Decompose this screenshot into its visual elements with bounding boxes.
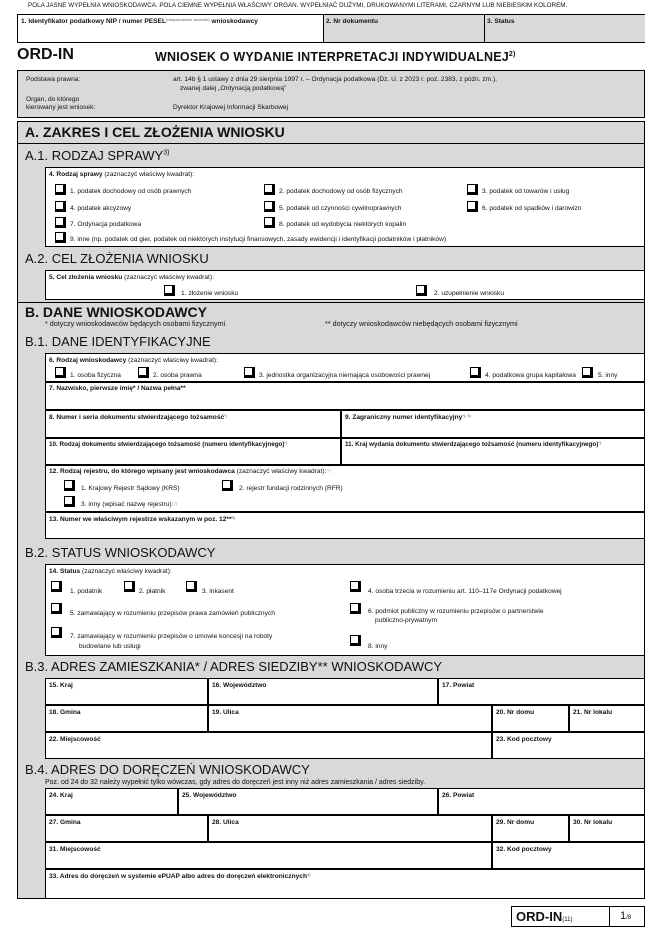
- delivery-house-number-field[interactable]: [492, 815, 569, 842]
- foreign-id-field[interactable]: [341, 410, 645, 438]
- case-type-6-label: 6. podatek od spadków i darowizn: [482, 205, 582, 212]
- legal-box: [17, 70, 645, 118]
- epuap-address-field[interactable]: [45, 869, 645, 899]
- status-1-checkbox[interactable]: [51, 581, 62, 592]
- field-27-label: 27. Gmina: [49, 819, 81, 826]
- field-5-box: [45, 270, 645, 300]
- field-6-box: [45, 353, 645, 382]
- field-11-label: 11. Kraj wydania dokumentu stwierdzającego tożsamość (numeru identyfikacyjnego)*): [345, 440, 602, 448]
- delivery-postal-code-field[interactable]: [492, 842, 645, 869]
- field-12-label: 12. Rodzaj rejestru, do którego wpisany jest wnioskodawca (zaznaczyć właściwy kwadrat):**): [49, 468, 331, 475]
- field-32-label: 32. Kod pocztowy: [496, 846, 552, 853]
- purpose-2-label: 2. uzupełnienie wniosku: [434, 290, 505, 297]
- status-8-label: 8. inny: [368, 643, 388, 650]
- status-7-label-cont: budowlane lub usługi: [79, 643, 141, 650]
- field-21-label: 21. Nr lokalu: [573, 709, 613, 716]
- county-field[interactable]: [438, 678, 645, 705]
- status-2-label: 2. płatnik: [139, 588, 166, 595]
- register-2-label: 2. rejestr fundacji rodzinnych (RFR): [239, 485, 343, 492]
- applicant-type-4-checkbox[interactable]: [470, 367, 481, 378]
- status-1-label: 1. podatnik: [70, 588, 103, 595]
- applicant-type-4-label: 4. podatkowa grupa kapitałowa: [485, 372, 576, 379]
- field-29-label: 29. Nr domu: [496, 819, 535, 826]
- case-type-8-label: 8. podatek od wydobycia niektórych kopalin: [279, 221, 407, 228]
- register-2-checkbox[interactable]: [222, 480, 233, 491]
- field-17-label: 17. Powiat: [442, 682, 475, 689]
- applicant-type-1-label: 1. osoba fizyczna: [70, 372, 121, 379]
- section-a2-title: A.2. CEL ZŁOŻENIA WNIOSKU: [25, 251, 209, 266]
- field-30-label: 30. Nr lokalu: [573, 819, 613, 826]
- id-document-number-field[interactable]: [45, 410, 341, 438]
- city-field[interactable]: [45, 732, 492, 759]
- top-row: [17, 14, 645, 43]
- case-type-9-label: 9. inne (np. podatek od gier, podatek od niektórych instytucji finansowych, zasady ewidencji i identyfikacji podatników i płatników): [70, 236, 447, 243]
- case-type-4-label: 4. podatek akcyzowy: [70, 205, 132, 212]
- status-7-label: 7. zamawiający w rozumieniu przepisów o umowie koncesji na roboty: [70, 633, 273, 640]
- case-type-3-checkbox[interactable]: [467, 184, 478, 195]
- id-country-field[interactable]: [341, 438, 645, 465]
- field-23-label: 23. Kod pocztowy: [496, 736, 552, 743]
- voivodeship-field[interactable]: [208, 678, 438, 705]
- basis-text-2: zwanej dalej „Ordynacją podatkową”: [180, 85, 287, 92]
- applicant-type-3-checkbox[interactable]: [244, 367, 255, 378]
- field-25-label: 25. Województwo: [182, 792, 237, 799]
- case-type-5-label: 5. podatek od czynności cywilnoprawnych: [279, 205, 402, 212]
- case-type-7-checkbox[interactable]: [55, 217, 66, 228]
- status-5-label: 5. zamawiający w rozumieniu przepisów prawa zamówień publicznych: [70, 610, 275, 617]
- purpose-2-checkbox[interactable]: [416, 285, 427, 296]
- field-28-label: 28. Ulica: [212, 819, 239, 826]
- house-number-field[interactable]: [492, 705, 569, 732]
- field-14-label: 14. Status (zaznaczyć właściwy kwadrat):: [49, 568, 172, 575]
- field-24-label: 24. Kraj: [49, 792, 73, 799]
- field-33-label: 33. Adres do doręczeń w systemie ePUAP albo adres do doręczeń elektronicznych$^{9)}$: [49, 872, 311, 880]
- delivery-county-field[interactable]: [438, 788, 645, 815]
- section-a-title: A. ZAKRES I CEL ZŁOŻENIA WNIOSKU: [25, 124, 285, 140]
- applicant-type-1-checkbox[interactable]: [55, 367, 66, 378]
- field-19-label: 19. Ulica: [212, 709, 239, 716]
- purpose-1-label: 1. złożenie wniosku: [181, 290, 239, 297]
- field-20-label: 20. Nr domu: [496, 709, 535, 716]
- case-type-1-label: 1. podatek dochodowy od osób prawnych: [70, 188, 192, 195]
- street-field[interactable]: [208, 705, 492, 732]
- field-8-label: 8. Numer i seria dokumentu stwierdzającego tożsamość*): [49, 413, 228, 421]
- applicant-type-2-label: 2. osoba prawna: [153, 372, 202, 379]
- organ-label-1: Organ, do którego: [26, 96, 80, 103]
- municipality-field[interactable]: [45, 705, 208, 732]
- delivery-country-field[interactable]: [45, 788, 178, 815]
- status-3-checkbox[interactable]: [186, 581, 197, 592]
- delivery-street-field[interactable]: [208, 815, 492, 842]
- section-b4-title: B.4. ADRES DO DORĘCZEŃ WNIOSKODAWCY: [25, 762, 310, 777]
- register-3-label: 3. inny (wpisać nazwę rejestru):$^{7)}$: [81, 501, 177, 508]
- case-type-8-checkbox[interactable]: [264, 217, 275, 228]
- full-name-field[interactable]: [45, 382, 645, 410]
- delivery-address-note: Poz. od 24 do 32 należy wypełnić tylko wówczas, gdy adres do doręczeń jest inny niż adres zamieszkania / adres siedziby.: [45, 779, 426, 786]
- section-b-title: B. DANE WNIOSKODAWCY: [25, 304, 207, 320]
- doc-number-label: 2. Nr dokumentu: [326, 18, 379, 25]
- field-4-box: [45, 167, 645, 247]
- section-b1-title: B.1. DANE IDENTYFIKACYJNE: [25, 334, 211, 349]
- footer-box: [511, 906, 645, 927]
- status-3-label: 3. inkasent: [202, 588, 234, 595]
- applicant-type-3-label: 3. jednostka organizacyjna niemająca osobowości prawnej: [259, 372, 431, 379]
- note-non-natural-persons: ** dotyczy wnioskodawców niebędących osobami fizycznymi: [325, 319, 518, 328]
- section-b3-title: B.3. ADRES ZAMIESZKANIA* / ADRES SIEDZIBY** WNIOSKODAWCY: [25, 659, 443, 674]
- case-type-1-checkbox[interactable]: [55, 184, 66, 195]
- status-8-checkbox[interactable]: [350, 635, 361, 646]
- status-6-label-cont: publiczno-prywatnym: [375, 617, 437, 624]
- field-10-label: 10. Rodzaj dokumentu stwierdzającego tożsamość (numeru identyfikacyjnego)*): [49, 440, 288, 448]
- delivery-municipality-field[interactable]: [45, 815, 208, 842]
- case-type-2-label: 2. podatek dochodowy od osób fizycznych: [279, 188, 403, 195]
- nip-input[interactable]: [21, 27, 319, 40]
- organ-text: Dyrektor Krajowej Informacji Skarbowej: [173, 104, 289, 111]
- case-type-4-checkbox[interactable]: [55, 201, 66, 212]
- field-14-box: [45, 564, 645, 656]
- field-22-label: 22. Miejscowość: [49, 736, 101, 743]
- delivery-apartment-number-field[interactable]: [569, 815, 645, 842]
- status-6-checkbox[interactable]: [350, 603, 361, 614]
- basis-label: Podstawa prawna:: [26, 76, 81, 83]
- field-12-box: [45, 465, 645, 512]
- field-26-label: 26. Powiat: [442, 792, 475, 799]
- status-4-checkbox[interactable]: [350, 581, 361, 592]
- applicant-type-2-checkbox[interactable]: [138, 367, 149, 378]
- apartment-number-field[interactable]: [569, 705, 645, 732]
- field-18-label: 18. Gmina: [49, 709, 81, 716]
- nip-label: 1. Identyfikator podatkowy NIP / numer $PESEL^{(niepotrzebne skreślić)}$ wnioskodawcy: [21, 17, 258, 25]
- delivery-city-field[interactable]: [45, 842, 492, 869]
- header-note: POLA JASNE WYPEŁNIA WNIOSKODAWCA. POLA CIEMNE WYPEŁNIA WŁAŚCIWY ORGAN. WYPEŁNIAĆ DUŻYMI, DRUKOWANYMI LITERAMI, CZARNYM LUB NIEBIESKIM KOLOREM.: [28, 2, 568, 9]
- organ-label-2: kierowany jest wniosek:: [26, 104, 96, 111]
- basis-text-1: art. 14b § 1 ustawy z dnia 29 sierpnia 1997 r. – Ordynacja podatkowa (Dz. U. z 2023 r. poz. 2383, z późn. zm.),: [173, 76, 498, 83]
- applicant-type-5-checkbox[interactable]: [582, 367, 593, 378]
- form-code: ORD-IN: [17, 46, 74, 63]
- register-3-checkbox[interactable]: [64, 496, 75, 507]
- field-9-label: 9. Zagraniczny numer identyfikacyjny$^{*), 6)}$: [345, 413, 471, 421]
- case-type-5-checkbox[interactable]: [264, 201, 275, 212]
- status-7-checkbox[interactable]: [51, 627, 62, 638]
- case-type-7-label: 7. Ordynacja podatkowa: [70, 221, 142, 228]
- status-4-label: 4. osoba trzecia w rozumieniu art. 110–117e Ordynacji podatkowej: [368, 588, 562, 595]
- field-13-label: 13. Numer we właściwym rejestrze wskazanym w poz. 12**$^{8)}$: [49, 515, 236, 523]
- status-label: 3. Status: [487, 18, 515, 25]
- case-type-9-checkbox[interactable]: [55, 232, 66, 243]
- status-6-label: 6. podmiot publiczny w rozumieniu przepisów o partnerstwie: [368, 608, 544, 615]
- status-5-checkbox[interactable]: [51, 603, 62, 614]
- register-number-field[interactable]: [45, 512, 645, 539]
- country-field[interactable]: [45, 678, 208, 705]
- field-6-label: 6. Rodzaj wnioskodawcy (zaznaczyć właściwy kwadrat):: [49, 357, 218, 364]
- field-5-label: 5. Cel złożenia wniosku (zaznaczyć właściwy kwadrat):: [49, 274, 214, 281]
- field-15-label: 15. Kraj: [49, 682, 73, 689]
- purpose-1-checkbox[interactable]: [164, 285, 175, 296]
- field-16-label: 16. Województwo: [212, 682, 267, 689]
- case-type-3-label: 3. podatek od towarów i usług: [482, 188, 570, 195]
- field-7-label: 7. Nazwisko, pierwsze imię* / Nazwa pełna**: [49, 385, 186, 392]
- section-b2-title: B.2. STATUS WNIOSKODAWCY: [25, 545, 216, 560]
- postal-code-field[interactable]: [492, 732, 645, 759]
- status-2-checkbox[interactable]: [124, 581, 135, 592]
- register-1-checkbox[interactable]: [64, 480, 75, 491]
- field-4-label: 4. Rodzaj sprawy (zaznaczyć właściwy kwadrat):: [49, 171, 195, 178]
- case-type-2-checkbox[interactable]: [264, 184, 275, 195]
- footer-form-code: ORD-IN(11): [516, 909, 573, 924]
- note-natural-persons: * dotyczy wnioskodawców będących osobami fizycznymi: [45, 319, 226, 328]
- form-title: WNIOSEK O WYDANIE INTERPRETACJI INDYWIDUALNEJ$^{2)}$: [155, 50, 516, 64]
- page-number: 1/8: [620, 910, 632, 922]
- applicant-type-5-label: 5. inny: [598, 372, 618, 379]
- id-document-type-field[interactable]: [45, 438, 341, 465]
- register-1-label: 1. Krajowy Rejestr Sądowy (KRS): [81, 485, 180, 492]
- delivery-voivodeship-field[interactable]: [178, 788, 438, 815]
- section-a1-title: A.1. RODZAJ SPRAWY$^{3)}$: [25, 148, 170, 163]
- case-type-6-checkbox[interactable]: [467, 201, 478, 212]
- field-31-label: 31. Miejscowość: [49, 846, 101, 853]
